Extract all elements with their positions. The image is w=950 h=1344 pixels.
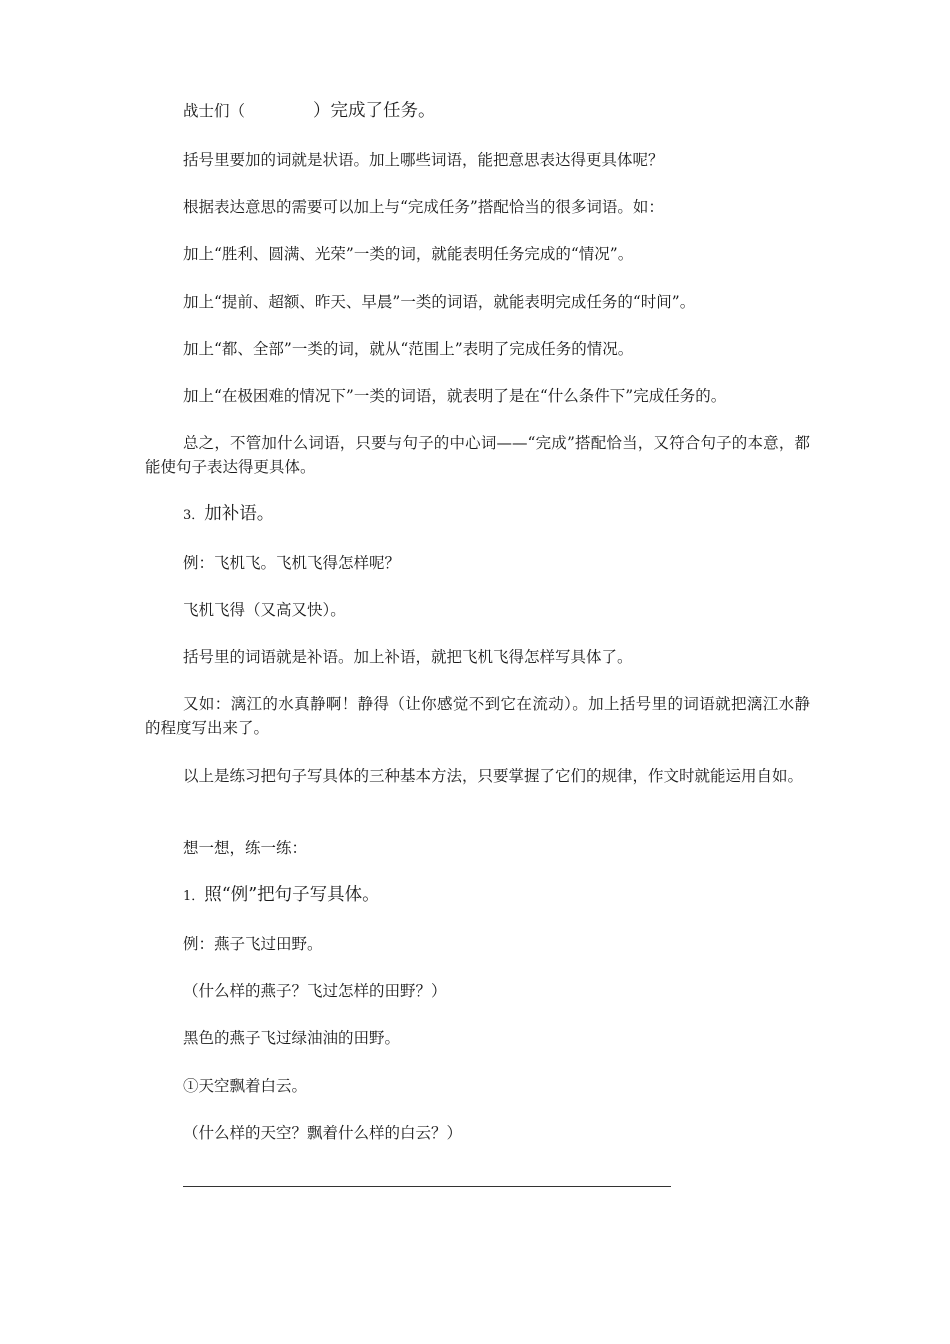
paragraph-adverbial-needs: 根据表达意思的需要可以加上与“完成任务”搭配恰当的很多词语。如： [183,198,664,216]
paragraph-adverbial-intro: 括号里要加的词就是状语。加上哪些词语，能把意思表达得更具体呢？ [183,151,664,169]
exercise-number: 1． [183,889,205,904]
heading-number: 3． [183,508,205,523]
sentence-suffix: ）完成了任务。 [313,101,436,121]
exercise-item-1: ①天空飘着白云。 [183,1077,308,1095]
exercise-intro: 想一想，练一练： [183,839,308,857]
paragraph-summary-adverbial: 总之，不管加什么词语，只要与句子的中心词——“完成”搭配恰当，又符合句子的本意，都能使句子表达得更具体。 [145,434,810,476]
exercise-example: 例：燕子飞过田野。 [183,935,323,953]
example-plane: 例：飞机飞。飞机飞得怎样呢？ [183,554,401,572]
paragraph-scope-words: 加上“都、全部”一类的词，就从“范围上”表明了完成任务的情况。 [183,340,634,358]
exercise-item-1-questions: （什么样的天空？飘着什么样的白云？） [183,1124,463,1142]
sentence-prefix: 战士们（ [183,102,246,120]
exercise-heading [183,883,380,909]
paragraph-methods-summary: 以上是练习把句子写具体的三种基本方法，只要掌握了它们的规律，作文时就能运用自如。 [183,767,804,785]
paragraph-time-words: 加上“提前、超额、昨天、早晨”一类的词语，就能表明完成任务的“时间”。 [183,293,696,311]
paragraph-complement-explain: 括号里的词语就是补语。加上补语，就把飞机飞得怎样写具体了。 [183,648,633,666]
exercise-example-questions: （什么样的燕子？飞过怎样的田野？） [183,982,447,1000]
paragraph-lijiang-example: 又如：漓江的水真静啊！静得（让你感觉不到它在流动）。加上括号里的词语就把漓江水静的程度写出来了。 [145,695,810,737]
paragraph-condition-words: 加上“胜利、圆满、光荣”一类的词，就能表明任务完成的“情况”。 [183,245,634,263]
heading-text: 加补语。 [204,504,275,524]
heading-complement [183,502,274,528]
paragraph-circumstance-words: 加上“在极困难的情况下”一类的词语，就表明了是在“什么条件下”完成任务的。 [183,387,727,405]
sentence-example-adverbial [183,99,436,123]
exercise-heading-text: 照“例”把句子写具体。 [204,885,380,905]
exercise-example-answer: 黑色的燕子飞过绿油油的田野。 [183,1029,401,1047]
example-plane-expanded: 飞机飞得（又高又快）。 [183,601,346,619]
answer-line [183,1186,671,1187]
